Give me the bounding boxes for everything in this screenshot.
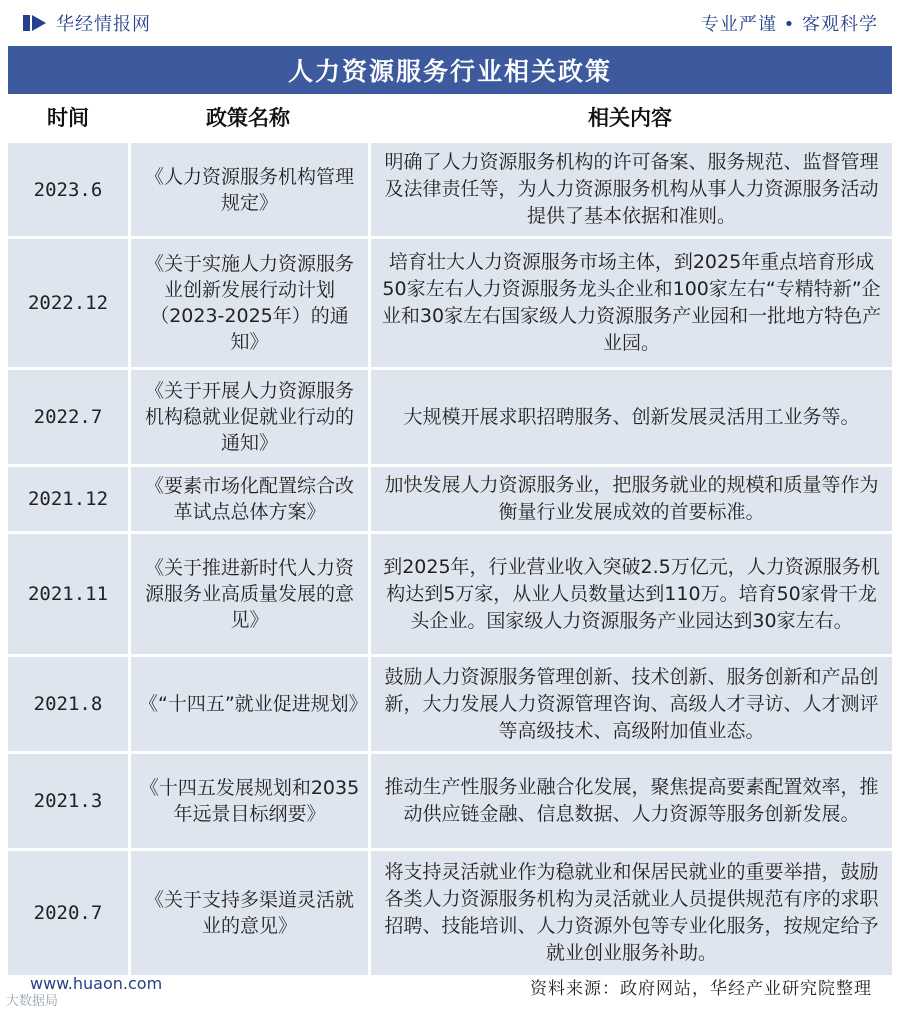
source-note: 资料来源：政府网站，华经产业研究院整理: [530, 979, 872, 999]
row-date: 2022.12: [27, 292, 109, 314]
row-content: 到2025年，行业营业收入突破2.5万亿元，人力资源服务机构达到5万家，从业人员数量达到110万。培育50家骨干龙头企业。国家级人力资源服务产业园达到30家左右。: [383, 555, 880, 632]
page-title: 人力资源服务行业相关政策: [287, 57, 612, 86]
row-policy-name: 《十四五发展规划和2035年远景目标纲要》: [139, 777, 360, 825]
row-content: 鼓励人力资源服务管理创新、技术创新、服务创新和产品创新，大力发展人力资源管理咨询、高级人才寻访、人才测评等高级技术、高级附加值业态。: [384, 665, 879, 742]
table-row: [8, 140, 892, 236]
row-policy-name: 《要素市场化配置综合改革试点总体方案》: [144, 475, 354, 523]
watermark: 大数据局: [6, 994, 59, 1009]
row-policy-name: 《“十四五”就业促进规划》: [139, 693, 368, 715]
footer: [0, 966, 900, 1011]
column-header-policy-name: 政策名称: [206, 106, 290, 130]
column-header-content: 相关内容: [588, 106, 672, 130]
row-content: 推动生产性服务业融合化发展，聚焦提高要素配置效率，推动供应链金融、信息数据、人力资源等服务创新发展。: [384, 776, 879, 825]
policy-table: [8, 94, 892, 975]
row-policy-name: 《关于实施人力资源服务业创新发展行动计划（2023-2025年）的通知》: [144, 253, 354, 353]
table-row: [8, 751, 892, 848]
row-policy-name: 《关于支持多渠道灵活就业的意见》: [144, 889, 354, 937]
table-row: [8, 654, 892, 751]
row-date: 2022.7: [33, 406, 103, 428]
row-content: 将支持灵活就业作为稳就业和保居民就业的重要举措，鼓励各类人力资源服务机构为灵活就业人员提供规范有序的求职招聘、技能培训、人力资源外包等专业化服务，按规定给予就业创业服务补助。: [384, 861, 879, 964]
top-bar: [0, 0, 900, 46]
site-url: www.huaon.com: [30, 974, 163, 993]
row-date: 2023.6: [33, 178, 103, 201]
brand: [22, 10, 151, 36]
row-content: 大规模开展求职招聘服务、创新发展灵活用工业务等。: [403, 405, 860, 428]
table-row: [8, 464, 892, 531]
table-row: [8, 236, 892, 367]
logo-icon: [22, 12, 48, 34]
row-content: 明确了人力资源服务机构的许可备案、服务规范、监督管理及法律责任等，为人力资源服务机构从事人力资源服务活动提供了基本依据和准则。: [384, 151, 879, 227]
row-date: 2021.3: [33, 790, 103, 812]
table-row: [8, 367, 892, 464]
row-policy-name: 《关于开展人力资源服务机构稳就业促就业行动的通知》: [144, 380, 354, 454]
column-header-time: 时间: [47, 106, 89, 130]
table-row: [8, 531, 892, 654]
row-date: 2021.11: [27, 583, 109, 605]
row-policy-name: 《关于推进新时代人力资源服务业高质量发展的意见》: [144, 557, 354, 631]
slogan: 专业严谨 • 客观科学: [700, 14, 878, 35]
row-content: 加快发展人力资源服务业，把服务就业的规模和质量等作为衡量行业发展成效的首要标准。: [384, 474, 879, 523]
row-content: 培育壮大人力资源服务市场主体，到2025年重点培育形成50家左右人力资源服务龙头企业和100家左右“专精特新”企业和30家左右国家级人力资源服务产业园和一批地方特色产业园。: [381, 251, 882, 354]
title-bar: [8, 46, 892, 94]
brand-name: 华经情报网: [56, 14, 151, 35]
row-date: 2021.8: [33, 693, 103, 715]
row-policy-name: 《人力资源服务机构管理规定》: [144, 165, 354, 214]
row-date: 2021.12: [27, 488, 109, 510]
table-header: [8, 94, 892, 140]
table-row: [8, 848, 892, 975]
row-date: 2020.7: [33, 902, 103, 924]
